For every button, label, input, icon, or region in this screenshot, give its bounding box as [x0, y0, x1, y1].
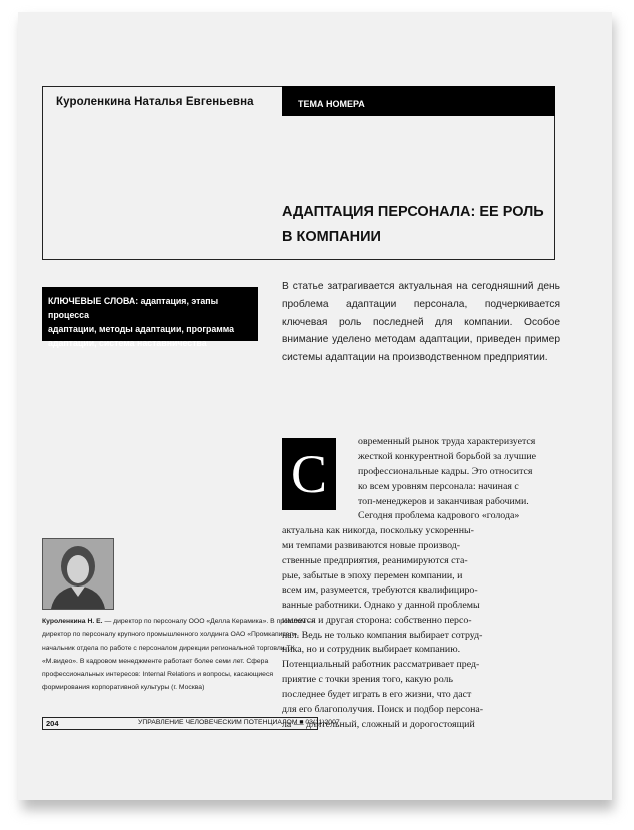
page-number: 204: [46, 719, 59, 728]
author-bio: [42, 615, 320, 695]
body-line: профессиональные кадры. Это относится: [358, 465, 533, 477]
body-line: ственные предприятия, реанимируются ста-: [282, 555, 468, 567]
body-line: жесткой конкурентной борьбой за лучшие: [358, 450, 536, 462]
body-line: Сегодня проблема кадрового «голода»: [358, 510, 520, 522]
author-portrait-icon: [43, 539, 113, 609]
keywords-box: [42, 287, 258, 348]
dropcap-letter: С: [282, 438, 336, 510]
keywords-line: адаптации, система наставничества: [48, 338, 207, 348]
journal-name: УПРАВЛЕНИЕ ЧЕЛОВЕЧЕСКИМ ПОТЕНЦИАЛОМ ■ 03(11)2007: [138, 719, 340, 726]
body-line: ла — длительный, сложный и дорогостоящий: [282, 718, 475, 730]
author-photo: [42, 538, 114, 610]
keywords-line: адаптации, методы адаптации, программа: [48, 324, 235, 334]
article-body: [282, 435, 560, 733]
body-line: ко всем уровням персонала: начиная с: [358, 480, 519, 492]
abstract: В статье затрагивается актуальная на сегодняшний день проблема адаптации персонала, подчеркивается ключевая роль последней для компании. Особое внимание уделено методам адаптации, приведен пример системы адаптации на производственном предприятии.: [282, 281, 560, 364]
body-line: топ-менеджеров и заканчивая рабочими.: [358, 495, 529, 507]
body-line: всем им, разумеется, требуются квалифициро-: [282, 584, 478, 596]
author-name: Куроленкина Наталья Евгеньевна: [56, 96, 254, 108]
body-line: ванные работники. Однако у данной проблемы: [282, 599, 480, 611]
body-line: ника, но и сотрудник выбирает компанию.: [282, 644, 461, 656]
body-line: для его благополучия. Поиск и подбор персона-: [282, 704, 484, 716]
keywords-line: КЛЮЧЕВЫЕ СЛОВА: адаптация, этапы процесса: [48, 296, 219, 320]
body-line: приятие с точки зрения того, какую роль: [282, 674, 453, 686]
body-line: имеется и другая сторона: собственно персо-: [282, 614, 472, 626]
bio-name: Куроленкина Н. Е.: [42, 618, 103, 625]
article-title-line: В КОМПАНИИ: [282, 229, 381, 245]
body-line: овременный рынок труда характеризуется: [358, 436, 536, 447]
body-line: нал. Ведь не только компания выбирает сотруд-: [282, 629, 483, 641]
body-line: рые, забытые в эпоху перемен компании, и: [282, 570, 463, 582]
article-title-line: АДАПТАЦИЯ ПЕРСОНАЛА: ЕЕ РОЛЬ: [282, 204, 544, 220]
article-title: [282, 200, 544, 250]
body-line: ми темпами развиваются новые производ-: [282, 540, 461, 552]
section-label: ТЕМА НОМЕРА: [298, 99, 365, 109]
body-line: последнее будет играть в его жизни, что даст: [282, 689, 472, 701]
body-line: Потенциальный работник рассматривает пред-: [282, 659, 480, 671]
body-line: актуальна как никогда, поскольку ускоренны-: [282, 525, 474, 537]
bio-text: — директор по персоналу ООО «Делла Керамика». В прошлом — директор по персоналу крупного промышленного холдинга ОАО «Промкапитал», начальник отдела по работе с персоналом дирекции региональной торговли ТК «М.видео». В кадровом менеджменте работает более семи лет. Сфера профессиональных интересов: Internal Relations и вопросы, касающиеся формирования корпоративной культуры (г. Москва): [42, 618, 315, 692]
